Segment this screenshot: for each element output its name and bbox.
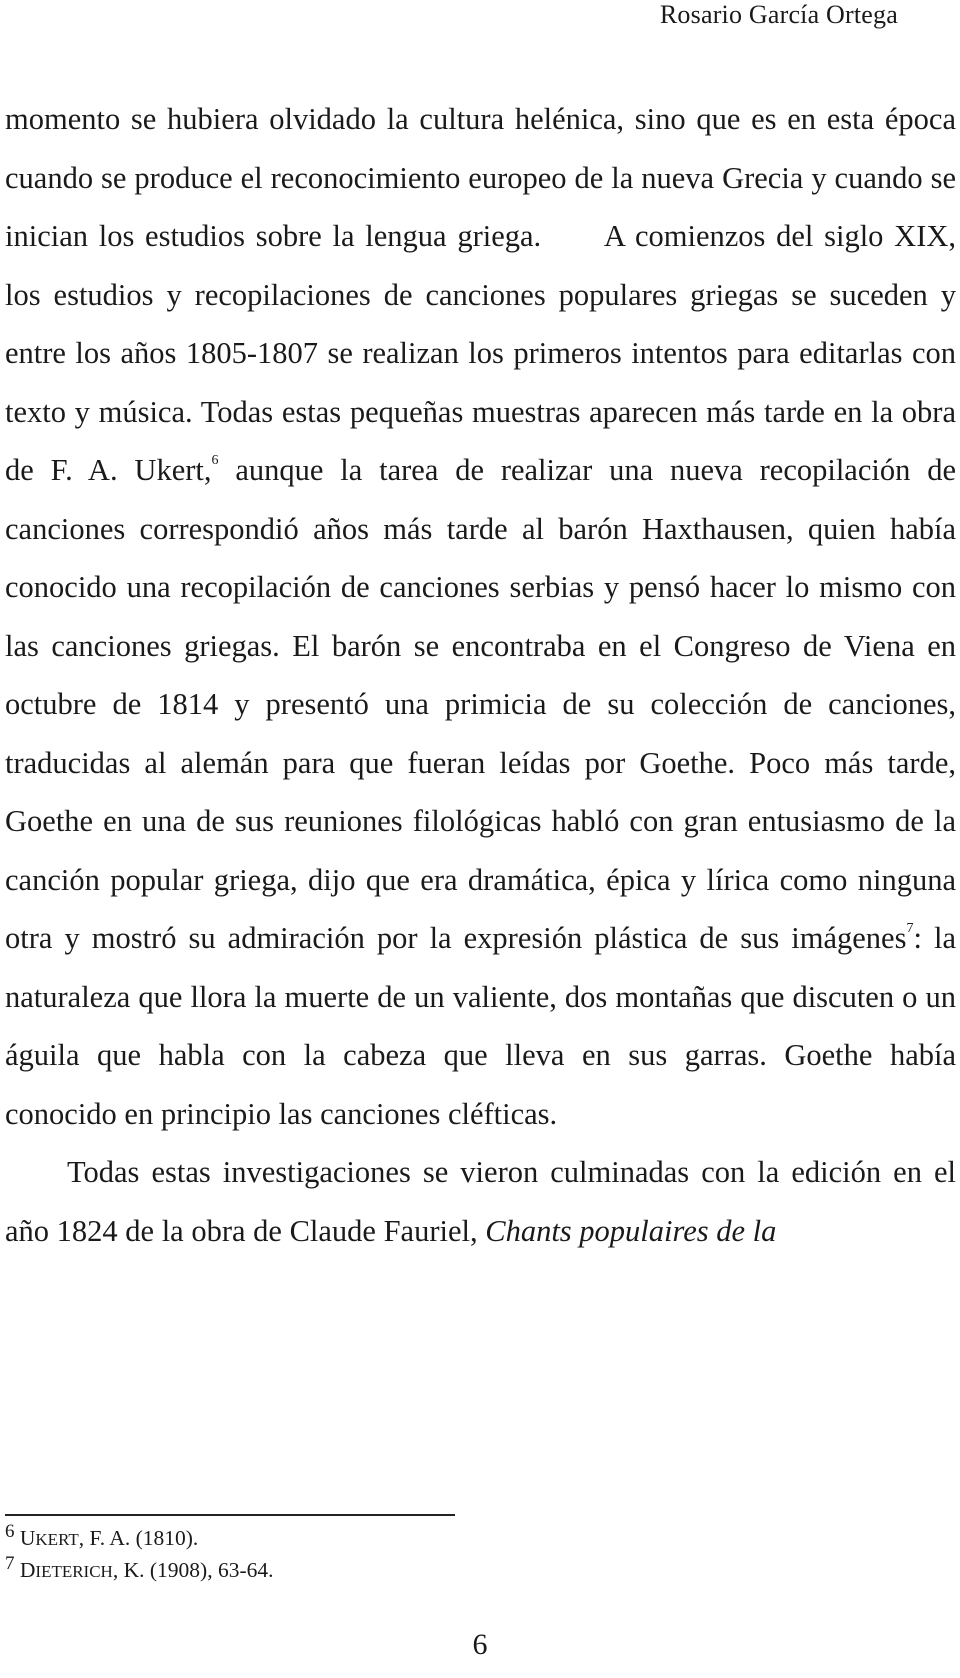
paragraph-text: A comienzos del siglo XIX, los estudios y recopilaciones de canciones populares griegas se suceden y entre los años 1805-1807 se realizan los primeros intentos para editarlas con texto y música. Todas estas pequeñas muestras aparecen más tarde en la obra de F. A. Ukert,	[5, 219, 956, 487]
paragraph-continuation	[5, 90, 956, 1143]
page-number: 6	[472, 1628, 488, 1661]
paragraph-text: : la naturaleza que llora la muerte de un valiente, dos montañas que discuten o un águila que habla con la cabeza que lleva en sus garras. Goethe había conocido en principio las canciones cléfticas.	[5, 921, 956, 1131]
footnote-number: 7	[5, 1553, 15, 1574]
footnote	[5, 1523, 273, 1555]
footnote-author-initial: D	[19, 1558, 36, 1582]
paragraph-text: Todas estas investigaciones se vieron culminadas con la edición en el año 1824 de la obra de Claude Fauriel,	[5, 1155, 956, 1248]
running-header: Rosario García Ortega	[659, 0, 898, 29]
paragraph	[5, 1143, 956, 1260]
footnotes	[5, 1523, 273, 1587]
footnote-reference[interactable]: 7	[906, 921, 914, 936]
body-text	[5, 90, 956, 1260]
footnote	[5, 1555, 273, 1587]
footnote-number: 6	[5, 1521, 15, 1542]
paragraph-text: momento se hubiera olvidado la cultura helénica, sino que es en esta época cuando se produce el reconocimiento europeo de la nueva Grecia y cuando se inician los estudios sobre la lengua griega.	[5, 102, 956, 253]
footnote-author-initial: U	[19, 1526, 36, 1550]
footnote-reference[interactable]: 6	[211, 453, 219, 468]
footnote-separator	[5, 1514, 455, 1516]
footnote-citation: , F. A. (1810).	[78, 1526, 199, 1550]
footnote-citation: , K. (1908), 63-64.	[112, 1558, 274, 1582]
footnote-author-rest: IETERICH	[35, 1562, 113, 1581]
footnote-author-rest: KERT	[35, 1530, 79, 1549]
book-title: Chants populaires de la	[485, 1213, 777, 1248]
paragraph-text: aunque la tarea de realizar una nueva recopilación de canciones correspondió años más tarde al barón Haxthausen, quien había conocido una recopilación de canciones serbias y pensó hacer lo mismo con las canciones griegas. El barón se encontraba en el Congreso de Viena en octubre de 1814 y presentó una primicia de su colección de canciones, traducidas al alemán para que fueran leídas por Goethe. Poco más tarde, Goethe en una de sus reuniones filológicas habló con gran entusiasmo de la canción popular griega, dijo que era dramática, épica y lírica como ninguna otra y mostró su admiración por la expresión plástica de sus imágenes	[5, 453, 956, 955]
